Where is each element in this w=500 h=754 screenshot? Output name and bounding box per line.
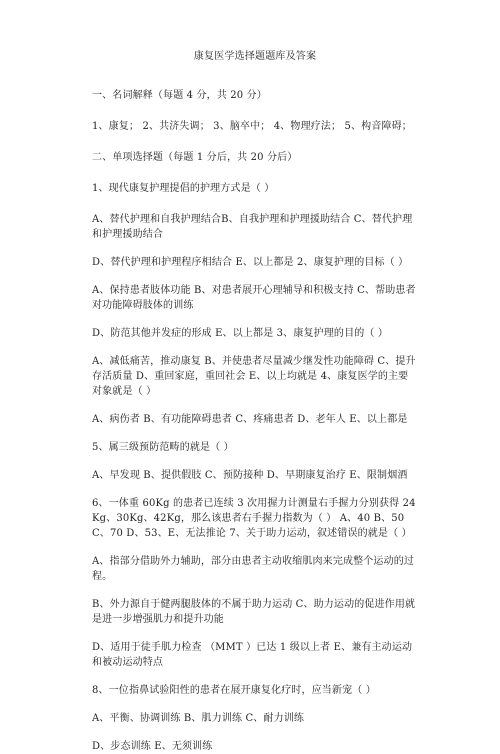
document-title: 康复医学选择题题库及答案	[193, 51, 317, 62]
section-heading-definitions: 一、名词解释（每题 4 分，共 20 分）	[92, 90, 267, 101]
question-8: 8、一位指鼻试验阳性的患者在展开康复化疗时，应当新宠（ ）	[92, 685, 376, 696]
question-5-options: A、早发现 B、提供假肢 C、预防接种 D、早期康复治疗 E、限制烟酒	[92, 470, 408, 481]
question-8-options: A、平衡、协调训练 B、肌力训练 C、耐力训练	[92, 713, 305, 724]
question-5: 5、属三级预防范畴的就是（ ）	[92, 442, 234, 453]
question-7-option-b-c: B、外力源自于健两腿肢体的不属于助力运动 C、助力运动的促进作用就是进一步增强肌力和提升功能	[92, 599, 416, 625]
question-2-options: A、保持患者肢体功能 B、对患者展开心理辅导和积极支持 C、帮助患者对功能障碍肢体的训练	[92, 285, 416, 311]
question-3-options: A、减低痛苦，推动康复 B、并使患者尽量减少继发性功能障碍 C、提升存活质量 D、重回家庭，重回社会 E、以上均就是 4、康复医学的主要对象就是（ ）	[92, 356, 416, 397]
question-6-7: 6、一体重 60Kg 的患者已连续 3 次用握力计测量右手握力分别获得 24Kg、30Kg、42Kg，那么该患者右手握力指数为（ ） A、40 B、50 C、70 D、53、E、无法推论 7、关于助力运动，叙述错误的就是（ ）	[92, 498, 416, 539]
question-1: 1、现代康复护理提倡的护理方式是（ ）	[92, 183, 275, 194]
question-4-options: A、病伤者 B、有功能障碍患者 C、疼痛患者 D、老年人 E、以上都是	[92, 414, 408, 425]
definition-terms: 1、康复； 2、共济失调； 3、脑卒中； 4、物理疗法； 5、构音障碍；	[92, 121, 412, 132]
section-heading-single-choice: 二、单项选择题（每题 1 分后，共 20 分后）	[92, 152, 298, 163]
question-7-option-a: A、指部分借助外力辅助，部分由患者主动收缩肌肉来完成整个运动的过程。	[92, 556, 415, 582]
question-8-options-cont: D、步态训练 E、无须训练	[92, 741, 213, 752]
question-1-options: A、替代护理和自我护理结合B、自我护理和护理援助结合 C、替代护理和护理援助结合	[92, 214, 413, 240]
question-2-options-cont: D、防范其他并发症的形成 E、以上都是 3、康复护理的目的（ ）	[92, 328, 389, 339]
question-1-options-cont: D、替代护理和护理程序相结合 E、以上都是 2、康复护理的目标（ ）	[92, 257, 409, 268]
question-7-option-d-e: D、适用于徒手肌力检查 （MMT ）已达 1 级以上者 E、兼有主动运动和被动运动特点	[92, 642, 413, 668]
